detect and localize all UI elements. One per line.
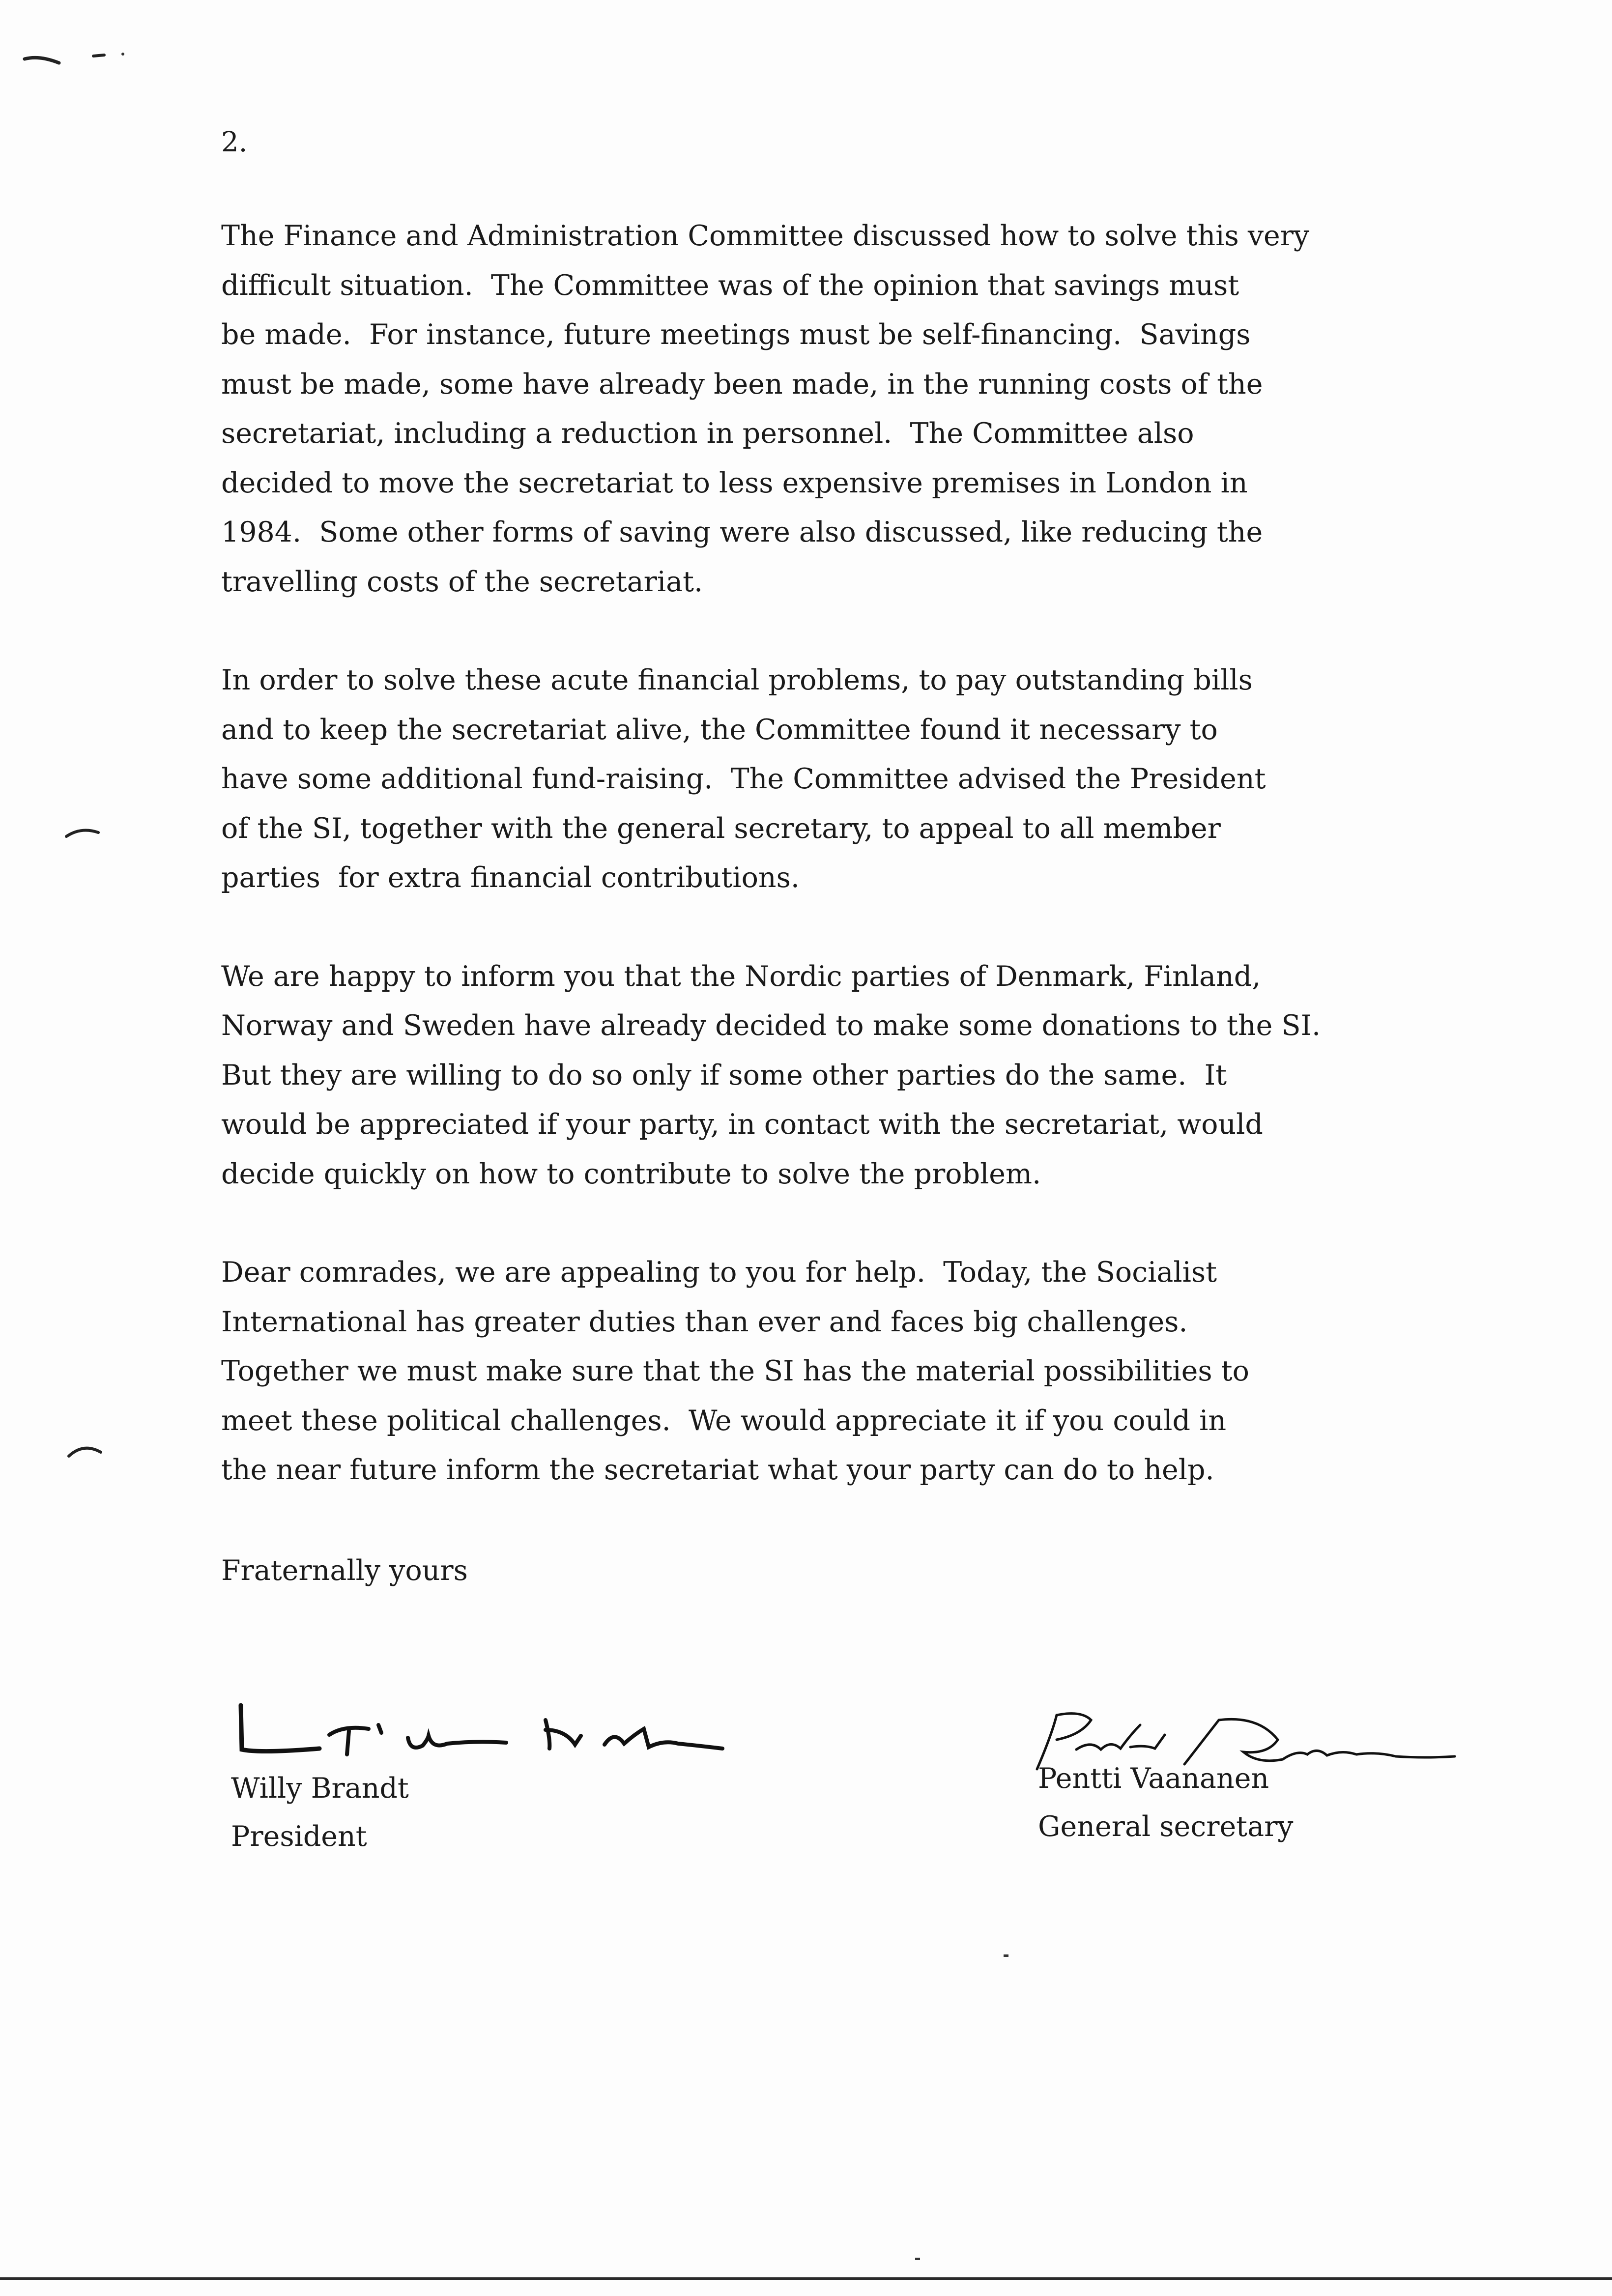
paragraph-finance-committee — [221, 211, 1489, 606]
letter-body — [221, 211, 1489, 1544]
text-line: would be appreciated if your party, in contact with the secretariat, would — [221, 1108, 1263, 1141]
text-line: Norway and Sweden have already decided to make some donations to the SI. — [221, 1009, 1321, 1042]
text-line: meet these political challenges. We would appreciate it if you could in — [221, 1404, 1227, 1437]
signatory-title: President — [231, 1820, 367, 1853]
text-line: decide quickly on how to contribute to solve the problem. — [221, 1157, 1041, 1190]
signatory-right — [1038, 1754, 1294, 1851]
paragraph-nordic-parties — [221, 952, 1489, 1199]
scan-mark-top-left — [20, 44, 128, 74]
text-line: parties for extra financial contributions. — [221, 861, 800, 894]
text-line: Together we must make sure that the SI has the material possibilities to — [221, 1355, 1249, 1387]
text-line: decided to move the secretariat to less expensive premises in London in — [221, 466, 1248, 499]
text-line: and to keep the secretariat alive, the Committee found it necessary to — [221, 713, 1218, 746]
text-line: of the SI, together with the general secretary, to appeal to all member — [221, 812, 1221, 845]
text-line: secretariat, including a reduction in personnel. The Committee also — [221, 417, 1194, 450]
scan-mark-left-2 — [66, 1442, 106, 1460]
paragraph-fund-raising — [221, 656, 1489, 903]
closing-salutation: Fraternally yours — [221, 1554, 468, 1587]
text-line: In order to solve these acute financial problems, to pay outstanding bills — [221, 664, 1253, 696]
signature-willy-brandt — [231, 1691, 742, 1769]
text-line: International has greater duties than ever and faces big challenges. — [221, 1305, 1188, 1338]
text-line: travelling costs of the secretariat. — [221, 565, 703, 598]
text-line: We are happy to inform you that the Nordic parties of Denmark, Finland, — [221, 960, 1261, 993]
scan-dot — [1003, 1953, 1012, 1958]
text-line: be made. For instance, future meetings must be self-financing. Savings — [221, 318, 1251, 351]
text-line: have some additional fund-raising. The Committee advised the President — [221, 763, 1266, 795]
text-line: 1984. Some other forms of saving were also discussed, like reducing the — [221, 516, 1263, 548]
signatory-name: Pentti Vaananen — [1038, 1762, 1269, 1795]
page-number: 2. — [221, 126, 248, 158]
scan-dot — [914, 2257, 924, 2262]
scan-mark-left-1 — [64, 826, 103, 840]
text-line: difficult situation. The Committee was of the opinion that savings must — [221, 269, 1239, 302]
signatory-name: Willy Brandt — [231, 1772, 409, 1805]
text-line: the near future inform the secretariat what your party can do to help. — [221, 1454, 1214, 1486]
signatory-title: General secretary — [1038, 1810, 1294, 1843]
text-line: Dear comrades, we are appealing to you for help. Today, the Socialist — [221, 1256, 1217, 1289]
text-line: The Finance and Administration Committee discussed how to solve this very — [221, 220, 1310, 252]
text-line: But they are willing to do so only if some other parties do the same. It — [221, 1059, 1227, 1091]
paragraph-appeal — [221, 1248, 1489, 1495]
page-bottom-edge — [0, 2277, 1612, 2280]
signatory-left — [231, 1764, 409, 1861]
text-line: must be made, some have already been made, in the running costs of the — [221, 368, 1263, 401]
